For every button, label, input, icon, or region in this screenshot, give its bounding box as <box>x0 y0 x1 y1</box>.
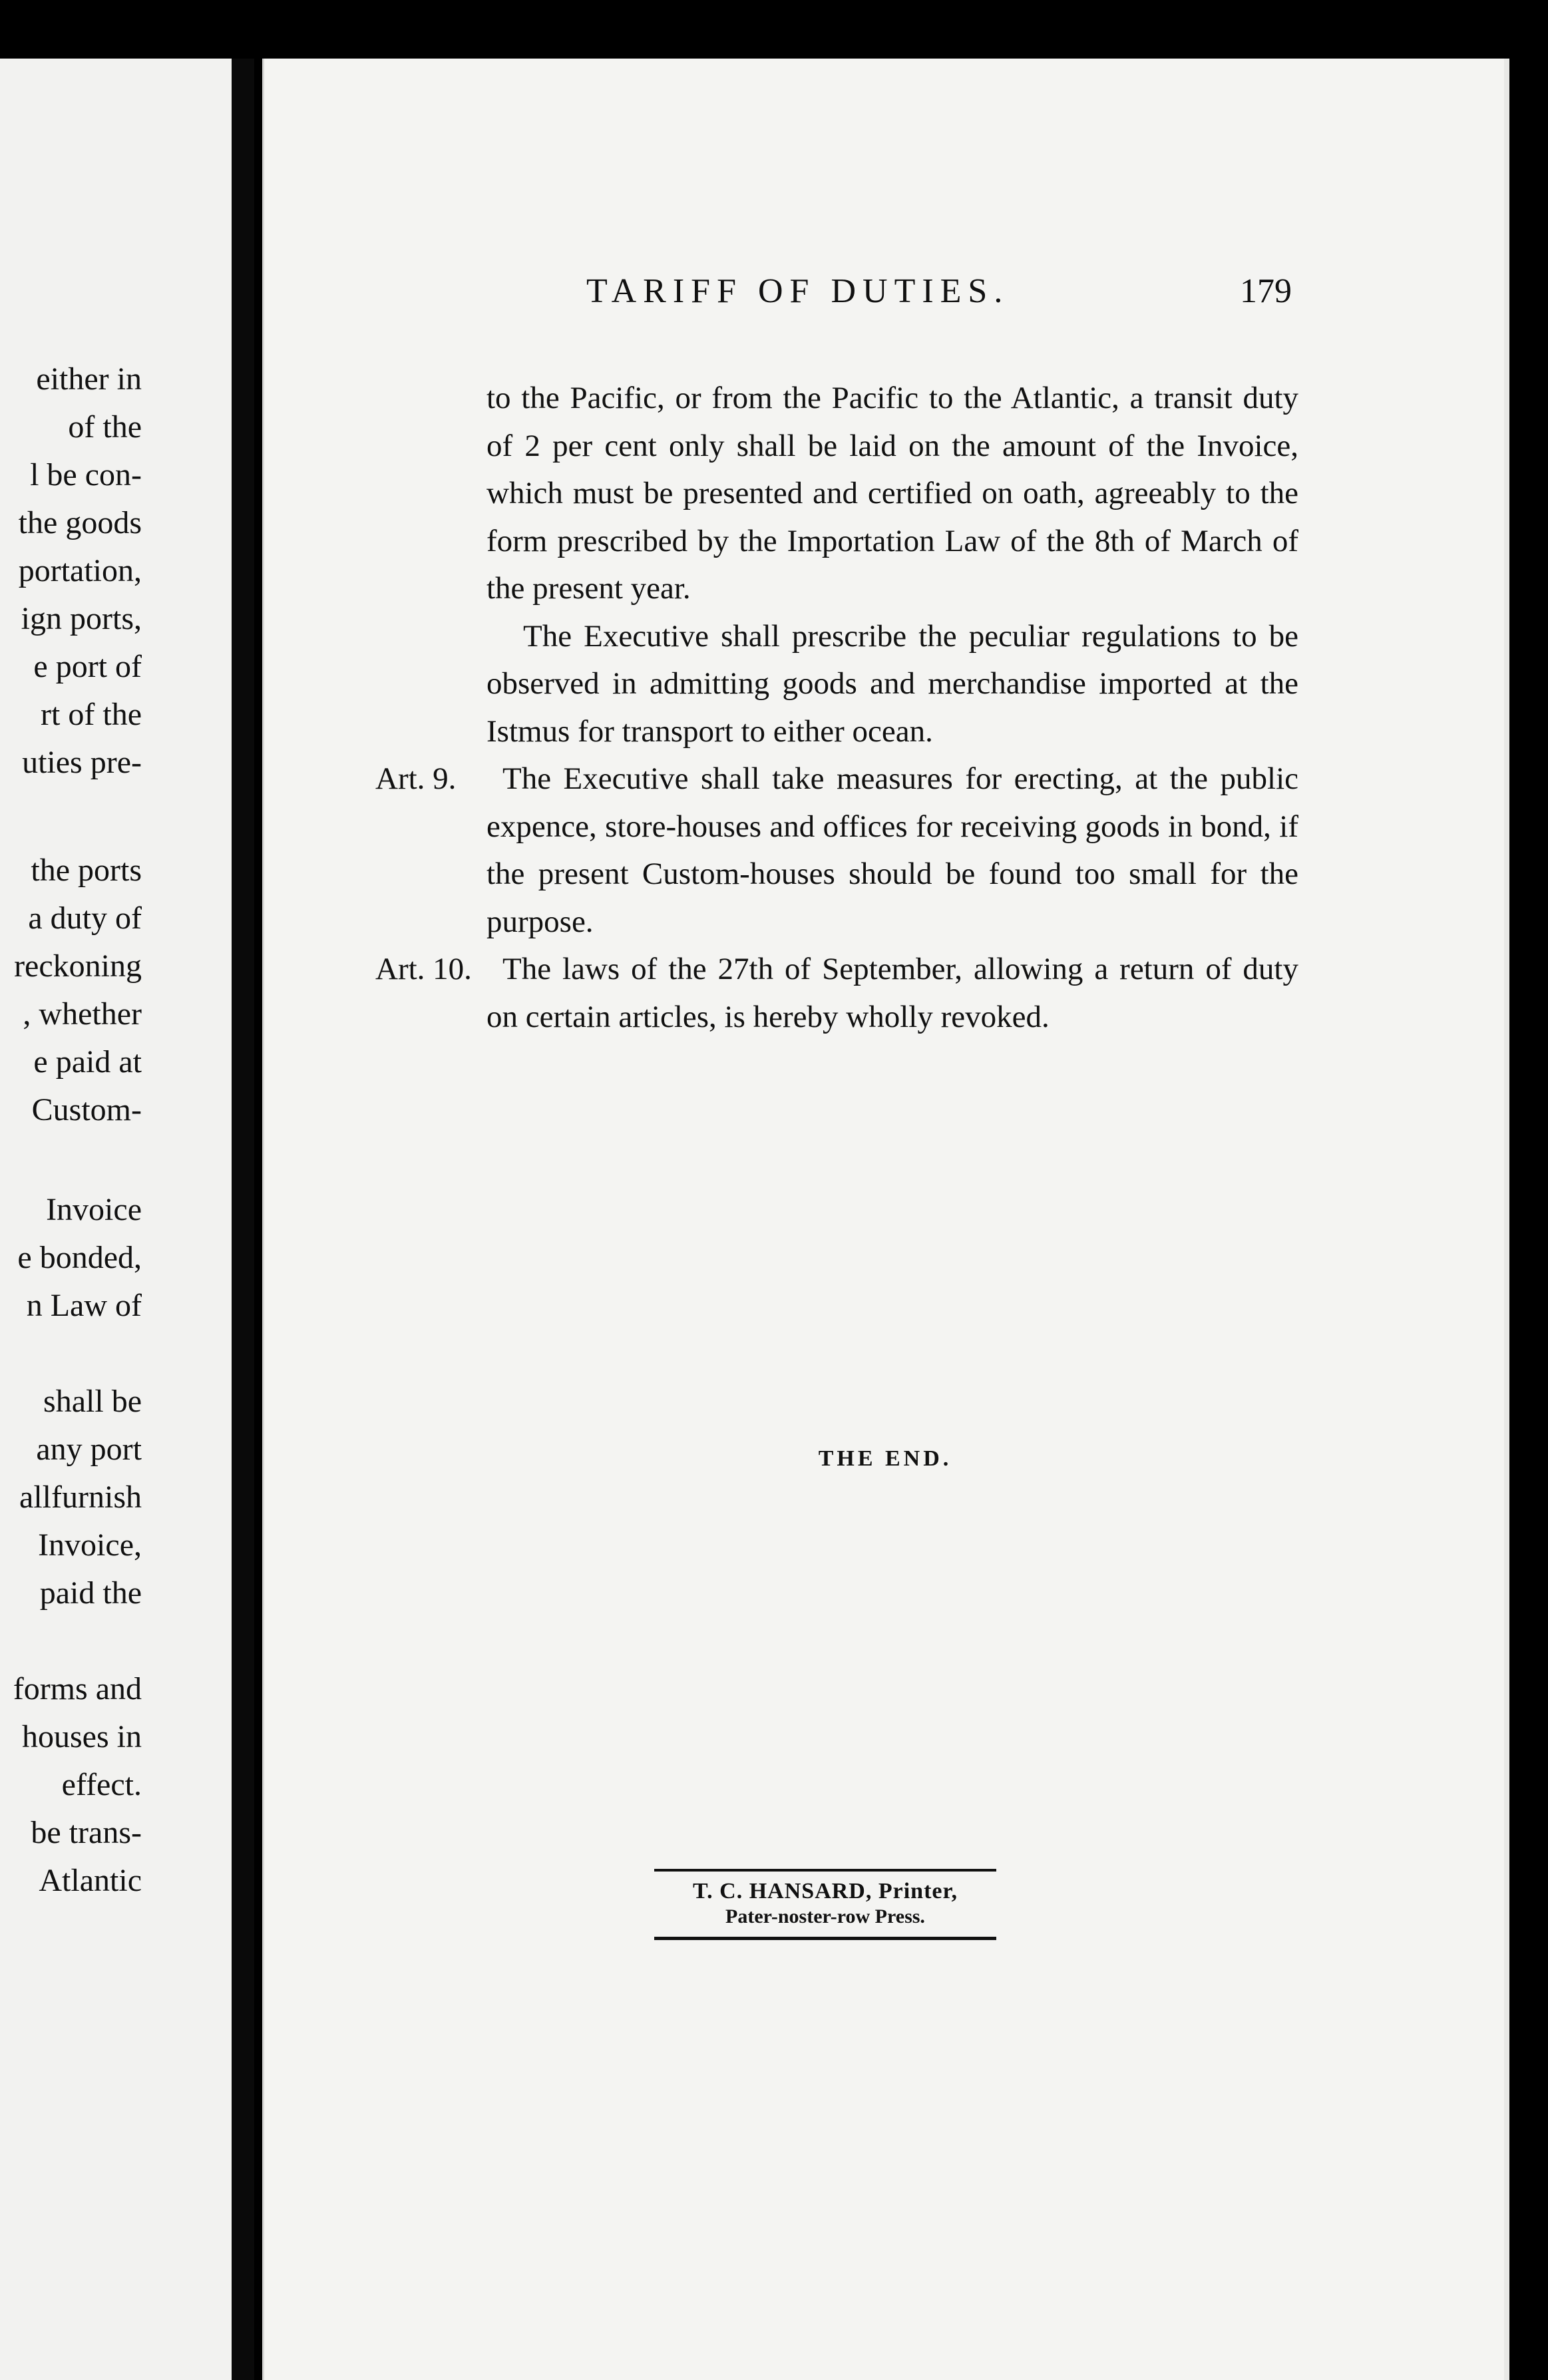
running-header <box>264 272 1506 325</box>
facing-page-line: effect. <box>61 1767 142 1802</box>
executive-paragraph: The Executive shall prescribe the peculiar regulations to be observed in admitting goods and merchandise imported at the Istmus for transport to either ocean. <box>486 618 1298 749</box>
book-gutter <box>232 59 254 2380</box>
facing-page-line: shall be <box>43 1384 142 1419</box>
page-number: 179 <box>1240 272 1292 310</box>
facing-page-line: reckoning <box>14 948 142 984</box>
facing-page-line: Custom- <box>31 1092 142 1127</box>
imprint-rule-bottom <box>654 1937 996 1940</box>
facing-page-line: paid the <box>39 1575 142 1611</box>
article-label: Art. 10. <box>375 952 472 986</box>
facing-page-line: the goods <box>18 505 142 540</box>
article-9 <box>375 755 1298 946</box>
printer-name: T. C. HANSARD, Printer, <box>693 1879 958 1903</box>
facing-page-line: forms and <box>13 1671 142 1706</box>
facing-page-line: of the <box>68 409 142 445</box>
the-end: THE END. <box>818 1446 952 1471</box>
facing-page-line: uties pre- <box>22 745 142 780</box>
imprint-rule-top <box>654 1869 996 1872</box>
facing-page-line: the ports <box>31 853 142 888</box>
facing-page-line: ign ports, <box>21 601 142 636</box>
facing-page-line: e bonded, <box>17 1240 142 1275</box>
facing-page-line: n Law of <box>26 1288 142 1323</box>
facing-page-line: rt of the <box>41 697 142 732</box>
body-text <box>375 375 1298 1041</box>
article-label: Art. 9. <box>375 761 457 796</box>
article-text: The laws of the 27th of September, allowing a return of duty on certain articles, is hereby wholly revoked. <box>486 952 1298 1034</box>
article-text: The Executive shall take measures for erecting, at the public expence, store-houses and offices for receiving goods in bond, if the present Custom-houses should be found too small for the purpose. <box>486 761 1298 939</box>
running-title: TARIFF OF DUTIES. <box>586 272 1010 310</box>
facing-page-line: Invoice, <box>38 1527 142 1563</box>
facing-page-line: Invoice <box>46 1192 142 1227</box>
facing-page-line: a duty of <box>28 900 142 936</box>
facing-page-line: portation, <box>18 553 142 588</box>
press-name: Pater-noster-row Press. <box>725 1905 925 1927</box>
facing-page-line: Atlantic <box>39 1863 142 1898</box>
page-edge <box>1504 59 1548 2380</box>
facing-page-line: be trans- <box>31 1815 142 1850</box>
facing-page <box>0 59 232 2380</box>
continuation-paragraph: to the Pacific, or from the Pacific to the Atlantic, a transit duty of 2 per cent only shall be laid on the amount of the Invoice, which must be presented and certified on oath, agreeably to the form prescribed by the Importation Law of the 8th of March of the present year. <box>486 381 1298 606</box>
facing-page-line: e port of <box>33 649 142 684</box>
facing-page-line: allfurnish <box>19 1480 142 1515</box>
facing-page-line: e paid at <box>33 1044 142 1080</box>
facing-page-line: , whether <box>23 996 142 1032</box>
page <box>262 59 1506 2380</box>
printer-imprint <box>654 1869 996 1940</box>
facing-page-line: l be con- <box>30 457 142 493</box>
facing-page-line: any port <box>36 1432 142 1467</box>
article-10 <box>375 946 1298 1041</box>
facing-page-line: either in <box>36 361 142 397</box>
facing-page-line: houses in <box>22 1719 142 1754</box>
